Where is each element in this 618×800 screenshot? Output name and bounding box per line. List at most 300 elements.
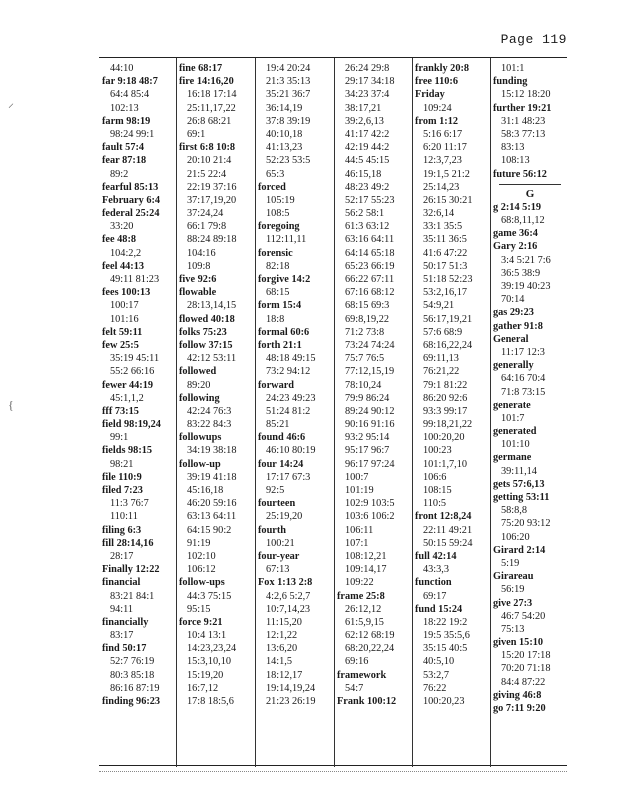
index-page-refs: 95:15 — [187, 603, 211, 615]
index-page-refs: 33:20 — [110, 221, 134, 233]
index-page-refs: 54:7 — [345, 682, 364, 694]
index-term: further 19:21 — [493, 102, 552, 114]
index-page-refs: 100:21 — [266, 537, 295, 549]
index-page-refs: 50:17 51:3 — [423, 260, 468, 272]
index-term: flowable — [179, 287, 217, 299]
index-entry — [493, 702, 567, 715]
index-page-refs: 19:1,5 21:2 — [423, 168, 470, 180]
index-page-refs: 39:2,6,13 — [345, 115, 384, 127]
index-entry — [415, 550, 490, 576]
index-term: farm 98:19 — [102, 115, 151, 127]
index-page-refs: 73:24 74:24 — [345, 339, 395, 351]
index-page-refs: 88:24 89:18 — [187, 234, 237, 246]
index-page-refs: 99:18,21,22 — [423, 419, 473, 431]
margin-mark: ⸝ — [8, 96, 15, 110]
index-entry — [337, 62, 412, 590]
page-number: Page 119 — [500, 32, 567, 47]
index-term: following — [179, 392, 220, 404]
column-separator — [490, 58, 491, 767]
index-entry — [415, 75, 490, 88]
index-page-refs: 107:1 — [345, 537, 369, 549]
index-term: Gary 2:16 — [493, 241, 538, 253]
index-page-refs: 21:3 35:13 — [266, 76, 311, 88]
index-page-refs: 40:10,18 — [266, 128, 303, 140]
index-column-5 — [415, 62, 490, 762]
index-term: found 46:6 — [258, 432, 306, 444]
index-term: frame 25:8 — [337, 590, 385, 602]
index-page-refs: 100:20,23 — [423, 696, 465, 707]
index-page-refs: 15:19,20 — [187, 669, 224, 681]
index-term: fearful 85:13 — [102, 181, 159, 193]
index-page-refs: 112:11,11 — [266, 234, 307, 246]
index-page-refs: 98:21 — [110, 458, 134, 470]
index-page-refs: 109:14,17 — [345, 564, 387, 576]
index-page-refs: 105:19 — [266, 194, 295, 206]
index-entry — [258, 497, 334, 523]
index-page-refs: 64:15 90:2 — [187, 524, 232, 536]
index-page-refs: 54:9,21 — [423, 300, 455, 312]
index-page-refs: 44:5 45:15 — [345, 155, 390, 167]
index-term: finding 96:23 — [102, 696, 161, 707]
index-page-refs: 32:6,14 — [423, 208, 455, 220]
index-page-refs: 95:17 96:7 — [345, 445, 390, 457]
index-term: given 15:10 — [493, 637, 544, 649]
index-entry — [337, 590, 412, 669]
index-page-refs: 48:23 49:2 — [345, 181, 390, 193]
index-page-refs: 108:12,21 — [345, 550, 387, 562]
index-page-refs: 10:7,14,23 — [266, 603, 311, 615]
index-term: federal 25:24 — [102, 208, 160, 220]
index-term: framework — [337, 669, 387, 681]
index-page-refs: 61:5,9,15 — [345, 616, 384, 628]
index-entry — [415, 510, 490, 550]
index-term: financial — [102, 577, 141, 589]
index-page-refs: 108:15 — [423, 485, 452, 496]
index-term: function — [415, 577, 452, 589]
word-index-table — [99, 57, 567, 766]
index-page-refs: 68:15 69:3 — [345, 300, 390, 312]
index-page-refs: 35:15 40:5 — [423, 643, 468, 655]
index-page-refs: 37:8 39:19 — [266, 115, 311, 127]
index-page-refs: 53:2,7 — [423, 669, 450, 681]
index-entry — [102, 141, 176, 154]
index-column-6 — [493, 62, 567, 762]
index-entry — [258, 181, 334, 221]
index-page-refs: 73:2 94:12 — [266, 366, 311, 378]
index-page-refs: 80:3 85:18 — [110, 669, 155, 681]
index-page-refs: 103:6 106:2 — [345, 511, 395, 523]
index-term: getting 53:11 — [493, 492, 550, 503]
index-term: followups — [179, 432, 222, 444]
index-term: follow 37:15 — [179, 339, 233, 351]
index-page-refs: 102:10 — [187, 550, 216, 562]
index-page-refs: 100:23 — [423, 445, 452, 457]
index-entry — [258, 431, 334, 457]
index-entry — [493, 478, 567, 491]
index-entry — [102, 326, 176, 339]
index-term: financially — [102, 616, 149, 628]
index-page-refs: 35:19 45:11 — [110, 353, 160, 365]
index-column-3 — [258, 62, 334, 762]
index-page-refs: 37:17,19,20 — [187, 194, 237, 206]
index-page-refs: 75:13 — [501, 623, 525, 635]
index-entry — [102, 154, 176, 180]
index-page-refs: 66:22 67:11 — [345, 274, 395, 285]
index-page-refs: 106:6 — [423, 471, 447, 483]
index-page-refs: 63:13 64:11 — [187, 511, 237, 523]
index-term: follow-ups — [179, 577, 225, 589]
index-page-refs: 22:11 49:21 — [423, 524, 473, 536]
index-entry — [493, 491, 567, 544]
index-page-refs: 39:11,14 — [501, 465, 537, 477]
index-page-refs: 52:7 76:19 — [110, 656, 155, 668]
index-entry — [102, 418, 176, 444]
index-page-refs: 15:3,10,10 — [187, 656, 232, 668]
index-entry — [179, 365, 255, 391]
index-page-refs: 33:1 35:5 — [423, 221, 463, 233]
index-entry — [179, 576, 255, 616]
index-page-refs: 64:14 65:18 — [345, 247, 395, 259]
index-page-refs: 26:15 30:21 — [423, 194, 473, 206]
index-page-refs: 100:17 — [110, 300, 139, 312]
index-term: frankly 20:8 — [415, 63, 470, 74]
index-entry — [102, 181, 176, 194]
index-page-refs: 15:20 17:18 — [501, 650, 551, 662]
index-page-refs: 45:16,18 — [187, 485, 224, 496]
index-page-refs: 85:21 — [266, 419, 290, 431]
section-divider — [499, 184, 561, 185]
index-page-refs: 110:5 — [423, 498, 447, 510]
index-page-refs: 11:15,20 — [266, 616, 302, 628]
index-entry — [415, 88, 490, 114]
index-term: generally — [493, 360, 534, 372]
index-page-refs: 35:11 36:5 — [423, 234, 467, 246]
index-page-refs: 76:22 — [423, 682, 447, 694]
index-page-refs: 102:9 103:5 — [345, 498, 395, 510]
index-page-refs: 52:23 53:5 — [266, 155, 311, 167]
index-page-refs: 65:3 — [266, 168, 285, 180]
index-page-refs: 41:6 47:22 — [423, 247, 468, 259]
column-separator — [334, 58, 335, 767]
index-page-refs: 46:15,18 — [345, 168, 382, 180]
index-page-refs: 68:20,22,24 — [345, 643, 395, 655]
index-page-refs: 51:18 52:23 — [423, 274, 473, 285]
index-entry — [258, 339, 334, 379]
index-page-refs: 101:7 — [501, 412, 525, 424]
index-entry — [102, 194, 176, 207]
index-term: generated — [493, 426, 537, 438]
index-term: find 50:17 — [102, 643, 147, 655]
index-page-refs: 14:23,23,24 — [187, 643, 237, 655]
index-term: February 6:4 — [102, 194, 161, 206]
index-entry — [493, 544, 567, 570]
index-term: form 15:4 — [258, 300, 302, 312]
index-entry — [102, 62, 176, 75]
index-page-refs: 43:3,3 — [423, 564, 450, 576]
index-page-refs: 42:12 53:11 — [187, 353, 237, 365]
index-entry — [415, 115, 490, 511]
margin-mark: { — [8, 398, 14, 412]
index-term: fff 73:15 — [102, 405, 139, 417]
index-term: germane — [493, 452, 532, 464]
index-term: give 27:3 — [493, 597, 533, 609]
index-term: fourteen — [258, 498, 296, 510]
index-term: Finally 12:22 — [102, 564, 160, 576]
index-entry — [102, 260, 176, 286]
index-term: flowed 40:18 — [179, 313, 235, 325]
index-term: free 110:6 — [415, 76, 458, 88]
index-page-refs: 56:19 — [501, 584, 525, 596]
index-term: go 7:11 9:20 — [493, 703, 546, 714]
index-page-refs: 62:12 68:19 — [345, 630, 395, 642]
index-page-refs: 61:3 63:12 — [345, 221, 390, 233]
index-page-refs: 83:22 84:3 — [187, 419, 232, 431]
index-page-refs: 71:2 73:8 — [345, 326, 385, 338]
index-page-refs: 18:22 19:2 — [423, 616, 468, 628]
index-page-refs: 75:20 93:12 — [501, 518, 551, 530]
index-page-refs: 104:2,2 — [110, 247, 142, 259]
index-page-refs: 31:1 48:23 — [501, 115, 546, 127]
index-page-refs: 11:3 76:7 — [110, 498, 149, 510]
index-page-refs: 28:13,14,15 — [187, 300, 237, 312]
index-page-refs: 44:3 75:15 — [187, 590, 232, 602]
index-entry — [493, 102, 567, 168]
index-page-refs: 11:17 12:3 — [501, 346, 545, 358]
index-page-refs: 67:13 — [266, 564, 290, 576]
index-page-refs: 12:1,22 — [266, 630, 298, 642]
index-page-refs: 89:20 — [187, 379, 211, 391]
index-entry — [179, 616, 255, 708]
index-page-refs: 101:16 — [110, 313, 139, 325]
index-page-refs: 16:18 17:14 — [187, 89, 237, 101]
index-page-refs: 5:19 — [501, 557, 520, 569]
index-term: far 9:18 48:7 — [102, 76, 158, 88]
index-page-refs: 93:2 95:14 — [345, 432, 390, 444]
index-term: first 6:8 10:8 — [179, 142, 236, 154]
index-page-refs: 36:14,19 — [266, 102, 303, 114]
index-term: g 2:14 5:19 — [493, 201, 542, 213]
index-page-refs: 42:24 76:3 — [187, 405, 232, 417]
index-term: filing 6:3 — [102, 524, 142, 536]
index-term: formal 60:6 — [258, 326, 310, 338]
index-page-refs: 39:19 40:23 — [501, 281, 551, 292]
index-page-refs: 22:19 37:16 — [187, 181, 237, 193]
index-entry — [493, 168, 567, 181]
index-page-refs: 106:11 — [345, 524, 374, 536]
index-entry — [415, 603, 490, 709]
index-term: fine 68:17 — [179, 63, 223, 74]
index-page-refs: 28:17 — [110, 550, 134, 562]
index-entry — [102, 115, 176, 141]
index-entry — [102, 75, 176, 115]
index-page-refs: 109:24 — [423, 102, 452, 114]
index-page-refs: 35:21 36:7 — [266, 89, 311, 101]
index-entry — [493, 399, 567, 425]
index-page-refs: 86:20 92:6 — [423, 392, 468, 404]
index-page-refs: 19:5 35:5,6 — [423, 630, 470, 642]
index-term: fewer 44:19 — [102, 379, 153, 391]
index-term: gather 91:8 — [493, 320, 543, 332]
index-page-refs: 64:16 70:4 — [501, 373, 546, 385]
index-term: Fox 1:13 2:8 — [258, 577, 313, 589]
index-term: fund 15:24 — [415, 603, 463, 615]
index-entry — [337, 695, 412, 708]
index-page-refs: 5:16 6:17 — [423, 128, 463, 140]
index-page-refs: 26:12,12 — [345, 603, 382, 615]
index-term: felt 59:11 — [102, 326, 143, 338]
index-page-refs: 19:4 20:24 — [266, 63, 311, 74]
index-page-refs: 29:17 34:18 — [345, 76, 395, 88]
index-page-refs: 52:17 55:23 — [345, 194, 395, 206]
index-page-refs: 78:10,24 — [345, 379, 382, 391]
index-page-refs: 91:19 — [187, 537, 211, 549]
index-term: gas 29:23 — [493, 307, 534, 319]
index-entry — [493, 570, 567, 596]
index-page-refs: 25:14,23 — [423, 181, 460, 193]
index-entry — [179, 431, 255, 457]
index-page-refs: 37:24,24 — [187, 208, 224, 220]
index-entry — [258, 220, 334, 246]
index-page-refs: 70:20 71:18 — [501, 663, 551, 675]
index-page-refs: 94:11 — [110, 603, 134, 615]
index-term: forgive 14:2 — [258, 274, 311, 285]
index-entry — [102, 444, 176, 470]
index-page-refs: 79:1 81:22 — [423, 379, 468, 391]
index-term: forth 21:1 — [258, 339, 302, 351]
index-entry — [493, 306, 567, 319]
index-term: follow-up — [179, 458, 221, 470]
index-entry — [258, 524, 334, 550]
index-entry — [493, 425, 567, 451]
index-column-2 — [179, 62, 255, 762]
index-page-refs: 109:22 — [345, 577, 374, 589]
index-page-refs: 100:7 — [345, 471, 369, 483]
index-page-refs: 53:2,16,17 — [423, 287, 468, 299]
index-page-refs: 108:5 — [266, 208, 290, 220]
index-page-refs: 75:7 76:5 — [345, 353, 385, 365]
index-entry — [102, 405, 176, 418]
index-entry — [258, 458, 334, 498]
index-term: folks 75:23 — [179, 326, 227, 338]
index-page-refs: 46:7 54:20 — [501, 610, 546, 622]
index-page-refs: 66:1 79:8 — [187, 221, 227, 233]
index-term: feel 44:13 — [102, 260, 145, 272]
index-page-refs: 84:4 87:22 — [501, 676, 546, 688]
index-term: fear 87:18 — [102, 155, 147, 167]
index-page-refs: 101:19 — [345, 485, 374, 496]
index-entry — [493, 227, 567, 240]
index-entry — [493, 320, 567, 333]
index-page-refs: 58:3 77:13 — [501, 128, 546, 140]
index-page-refs: 101:1,7,10 — [423, 458, 468, 470]
index-entry — [102, 207, 176, 233]
index-page-refs: 69:11,13 — [423, 353, 459, 365]
index-page-refs: 83:21 84:1 — [110, 590, 155, 602]
index-page-refs: 34:19 38:18 — [187, 445, 237, 457]
index-entry — [493, 201, 567, 227]
index-page-refs: 48:18 49:15 — [266, 353, 316, 365]
index-entry — [493, 636, 567, 689]
index-page-refs: 68:8,11,12 — [501, 215, 545, 227]
index-entry — [102, 616, 176, 642]
index-entry — [179, 313, 255, 326]
index-entry — [493, 333, 567, 359]
index-entry — [258, 273, 334, 299]
index-page-refs: 3:4 5:21 7:6 — [501, 254, 551, 266]
index-entry — [337, 669, 412, 695]
index-entry — [102, 286, 176, 326]
index-entry — [179, 458, 255, 577]
index-entry — [493, 689, 567, 702]
index-page-refs: 21:5 22:4 — [187, 168, 227, 180]
index-page-refs: 86:16 87:19 — [110, 682, 160, 694]
index-term: forced — [258, 181, 286, 193]
index-term: Frank 100:12 — [337, 696, 397, 707]
index-page-refs: 6:20 11:17 — [423, 142, 467, 154]
index-entry — [415, 62, 490, 75]
index-term: filed 7:23 — [102, 485, 143, 496]
index-page-refs: 10:4 13:1 — [187, 630, 227, 642]
index-term: game 36:4 — [493, 228, 538, 240]
index-page-refs: 16:7,12 — [187, 682, 219, 694]
index-page-refs: 83:13 — [501, 142, 525, 154]
index-page-refs: 41:13,23 — [266, 142, 303, 154]
index-page-refs: 4:2,6 5:2,7 — [266, 590, 311, 602]
index-page-refs: 96:17 97:24 — [345, 458, 395, 470]
index-page-refs: 15:12 18:20 — [501, 89, 551, 101]
index-page-refs: 34:23 37:4 — [345, 89, 390, 101]
index-page-refs: 19:14,19,24 — [266, 682, 316, 694]
index-term: five 92:6 — [179, 274, 217, 285]
index-page-refs: 104:16 — [187, 247, 216, 259]
index-entry — [493, 62, 567, 75]
index-term: front 12:8,24 — [415, 511, 472, 523]
index-entry — [258, 326, 334, 339]
index-entry — [258, 299, 334, 325]
index-page-refs: 100:20,20 — [423, 432, 465, 444]
index-term: fields 98:15 — [102, 445, 153, 457]
index-entry — [179, 339, 255, 365]
index-page-refs: 56:2 58:1 — [345, 208, 385, 220]
index-term: full 42:14 — [415, 550, 457, 562]
index-entry — [179, 392, 255, 432]
index-page-refs: 24:23 49:23 — [266, 392, 316, 404]
index-page-refs: 69:17 — [423, 590, 447, 602]
index-page-refs: 68:16,22,24 — [423, 339, 473, 351]
index-entry — [258, 247, 334, 273]
index-entry — [179, 286, 255, 312]
index-page-refs: 36:5 38:9 — [501, 267, 541, 279]
index-page-refs: 102:13 — [110, 102, 139, 114]
index-page-refs: 68:15 — [266, 287, 290, 299]
index-page-refs: 13:6,20 — [266, 643, 298, 655]
index-term: fire 14:16,20 — [179, 76, 234, 88]
index-term: future 56:12 — [493, 168, 547, 180]
index-column-1 — [102, 62, 176, 762]
index-page-refs: 18:12,17 — [266, 669, 303, 681]
index-entry — [493, 240, 567, 306]
index-page-refs: 26:24 29:8 — [345, 63, 390, 74]
index-page-refs: 110:11 — [110, 511, 138, 523]
index-entry — [102, 695, 176, 708]
column-separator — [176, 58, 177, 767]
index-entry — [179, 141, 255, 273]
index-page-refs: 99:1 — [110, 432, 129, 444]
index-term: from 1:12 — [415, 115, 458, 127]
index-entry — [102, 379, 176, 405]
index-term: General — [493, 333, 529, 345]
index-page-refs: 98:24 99:1 — [110, 128, 155, 140]
